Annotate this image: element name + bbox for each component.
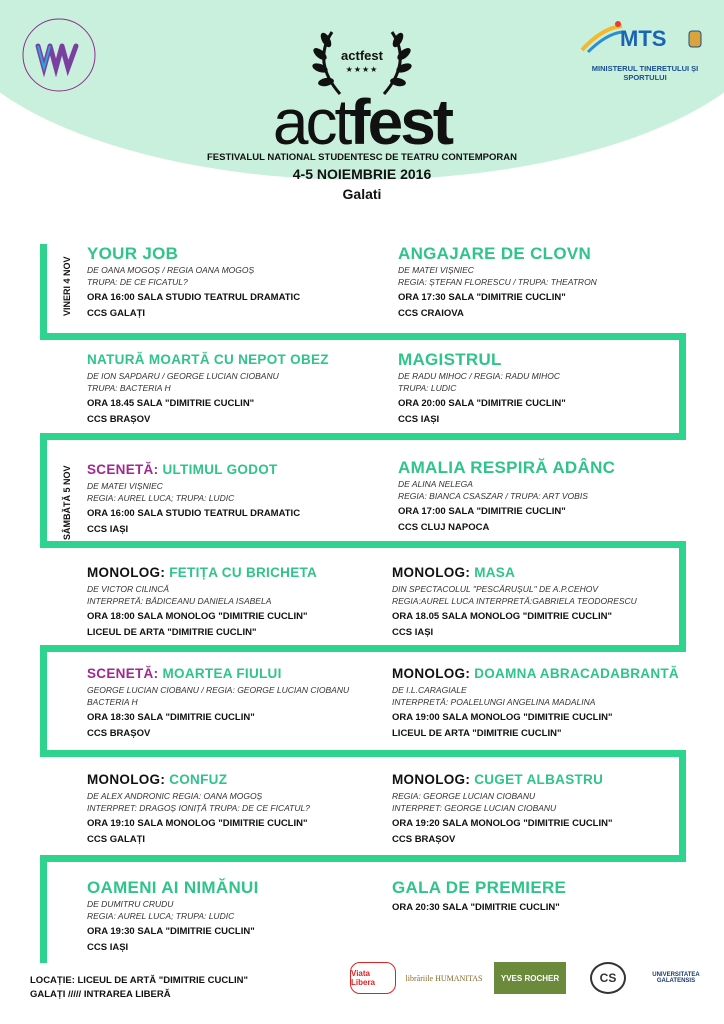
show-time-venue: ORA 19:10 SALA MONOLOG "DIMITRIE CUCLIN" — [87, 818, 308, 829]
show-title: YOUR JOB — [87, 244, 179, 263]
show-entry — [87, 350, 377, 428]
show-entry — [398, 244, 688, 322]
show-author: DE MATEI VIȘNIEC — [398, 265, 474, 275]
footer-line-entry: GALAȚI ///// INTRAREA LIBERĂ — [30, 989, 171, 1000]
show-troupe: TRUPA: BACTERIA H — [87, 383, 171, 393]
show-entry — [87, 878, 377, 956]
show-title — [392, 563, 682, 583]
show-title-text: CUGET ALBASTRU — [474, 772, 604, 787]
show-author: DE ALINA NELEGA — [398, 479, 473, 489]
show-author: DE RADU MIHOC / REGIA: RADU MIHOC — [398, 371, 560, 381]
show-entry — [87, 460, 377, 538]
show-entry — [398, 350, 688, 428]
track-segment — [40, 244, 47, 340]
track-segment — [40, 750, 686, 757]
show-organizer: CCS GALAȚI — [87, 834, 146, 845]
show-type-prefix: SCENETĂ: — [87, 462, 163, 477]
show-type-prefix: MONOLOG: — [392, 772, 475, 787]
show-title-text: MOARTEA FIULUI — [162, 666, 282, 681]
track-segment — [40, 645, 686, 652]
show-troupe: REGIA:AUREL LUCA INTERPRETĂ:GABRIELA TEODORESCU — [392, 596, 637, 606]
show-troupe: TRUPA: DE CE FICATUL? — [87, 277, 188, 287]
show-author: REGIA: GEORGE LUCIAN CIOBANU — [392, 791, 536, 801]
show-time-venue: ORA 19:20 SALA MONOLOG "DIMITRIE CUCLIN" — [392, 818, 613, 829]
coat-of-arms-icon — [688, 30, 702, 48]
show-type-prefix: SCENETĂ: — [87, 666, 163, 681]
show-troupe: TRUPA: LUDIC — [398, 383, 457, 393]
show-time-venue: ORA 20:30 SALA "DIMITRIE CUCLIN" — [392, 902, 560, 913]
show-type-prefix: MONOLOG: — [87, 772, 170, 787]
show-entry — [392, 878, 682, 916]
show-entry — [87, 244, 377, 322]
show-troupe: BACTERIA H — [87, 697, 138, 707]
show-title-text: DOAMNA ABRACADABRANTĂ — [474, 666, 679, 681]
show-entry — [87, 664, 377, 742]
show-troupe: INTERPRET: DRAGOȘ IONIȚĂ TRUPA: DE CE FICATUL? — [87, 803, 310, 813]
day-label-vineri: VINERI 4 NOV — [62, 256, 72, 316]
show-organizer: CCS IAȘI — [87, 524, 129, 535]
mts-wordmark: MTS — [620, 26, 667, 51]
track-segment — [40, 541, 686, 548]
show-title-text: MASA — [474, 565, 516, 580]
track-segment — [40, 855, 686, 862]
ccs-galati-logo — [20, 16, 98, 94]
yves-rocher-logo: YVES ROCHER — [494, 962, 566, 994]
show-author: DE ION SAPDARU / GEORGE LUCIAN CIOBANU — [87, 371, 279, 381]
show-author: DE ALEX ANDRONIC REGIA: OANA MOGOȘ — [87, 791, 263, 801]
show-entry — [398, 458, 688, 536]
show-organizer: CCS IAȘI — [392, 627, 434, 638]
show-time-venue: ORA 18.05 SALA MONOLOG "DIMITRIE CUCLIN" — [392, 611, 612, 622]
show-author: DIN SPECTACOLUL "PESCĂRUȘUL" DE A.P.CEHOV — [392, 584, 599, 594]
show-type-prefix: MONOLOG: — [87, 565, 170, 580]
show-organizer: CCS IAȘI — [87, 942, 129, 953]
festival-city: Galati — [342, 186, 382, 202]
show-organizer: CCS CLUJ NAPOCA — [398, 522, 490, 533]
track-segment — [40, 645, 47, 757]
show-entry — [392, 770, 682, 848]
show-title — [87, 770, 377, 790]
footer-line-location: LOCAȚIE: LICEUL DE ARTĂ "DIMITRIE CUCLIN" — [30, 975, 248, 986]
show-time-venue: ORA 16:00 SALA STUDIO TEATRUL DRAMATIC — [87, 292, 301, 303]
show-title: AMALIA RESPIRĂ ADÂNC — [398, 458, 616, 477]
show-title: NATURĂ MOARTĂ CU NEPOT OBEZ — [87, 352, 329, 367]
show-title — [87, 664, 377, 684]
wreath-stars: ★★★★ — [345, 65, 379, 74]
show-organizer: CCS BRAȘOV — [87, 414, 151, 425]
title-bold: fest — [349, 86, 452, 158]
track-segment — [40, 433, 47, 548]
track-segment — [40, 433, 686, 440]
show-troupe: REGIA: AUREL LUCA; TRUPA: LUDIC — [87, 911, 235, 921]
show-entry — [392, 563, 682, 641]
university-logo: UNIVERSITATEA GALATENSIS — [652, 972, 700, 984]
show-troupe: INTERPRET: GEORGE LUCIAN CIOBANU — [392, 803, 557, 813]
festival-subtitle: FESTIVALUL NATIONAL STUDENTESC DE TEATRU CONTEMPORAN — [207, 152, 517, 163]
show-author: DE OANA MOGOȘ / REGIA OANA MOGOȘ — [87, 265, 255, 275]
mts-caption: MINISTERUL TINERETULUI ȘI SPORTULUI — [591, 64, 699, 82]
sponsor-logos — [350, 962, 720, 998]
show-entry — [392, 664, 682, 742]
show-title-text: FETIȚA CU BRICHETA — [169, 565, 318, 580]
show-title: ANGAJARE DE CLOVN — [398, 244, 592, 263]
mts-logo — [580, 20, 710, 80]
humanitas-logo: librăriile HUMANITAS — [405, 973, 483, 983]
show-time-venue: ORA 18:00 SALA MONOLOG "DIMITRIE CUCLIN" — [87, 611, 308, 622]
show-entry — [87, 770, 377, 848]
show-organizer: CCS IAȘI — [398, 414, 440, 425]
show-troupe: REGIA: ȘTEFAN FLORESCU / TRUPA: THEATRON — [398, 277, 597, 287]
show-author: DE I.L.CARAGIALE — [392, 685, 467, 695]
show-organizer: CCS BRAȘOV — [87, 728, 151, 739]
show-title-text: CONFUZ — [169, 772, 228, 787]
festival-dates: 4-5 NOIEMBRIE 2016 — [292, 166, 432, 182]
viata-libera-logo: Viata Libera — [350, 962, 396, 994]
title-light: act — [272, 86, 350, 158]
wreath-title: actfest — [341, 48, 383, 63]
show-title: OAMENI AI NIMĂNUI — [87, 878, 259, 897]
show-author: DE DUMITRU CRUDU — [87, 899, 174, 909]
show-author: DE MATEI VIȘNIEC — [87, 481, 163, 491]
track-segment — [40, 333, 686, 340]
show-organizer: CCS GALAȚI — [87, 308, 146, 319]
show-organizer: CCS BRAȘOV — [392, 834, 456, 845]
show-title: MAGISTRUL — [398, 350, 502, 369]
show-author: DE VICTOR CILINCĂ — [87, 584, 170, 594]
show-time-venue: ORA 17:00 SALA "DIMITRIE CUCLIN" — [398, 506, 566, 517]
show-time-venue: ORA 18:30 SALA "DIMITRIE CUCLIN" — [87, 712, 255, 723]
show-type-prefix: MONOLOG: — [392, 565, 475, 580]
show-time-venue: ORA 19:00 SALA MONOLOG "DIMITRIE CUCLIN" — [392, 712, 613, 723]
show-title: GALA DE PREMIERE — [392, 878, 567, 897]
mts-swoosh-icon — [580, 20, 624, 54]
show-author: GEORGE LUCIAN CIOBANU / REGIA: GEORGE LUCIAN CIOBANU — [87, 685, 350, 695]
show-time-venue: ORA 19:30 SALA "DIMITRIE CUCLIN" — [87, 926, 255, 937]
show-title — [87, 563, 377, 583]
show-type-prefix: MONOLOG: — [392, 666, 475, 681]
show-troupe: INTERPRETĂ: POALELUNGI ANGELINA MADALINA — [392, 697, 596, 707]
show-organizer: LICEUL DE ARTA "DIMITRIE CUCLIN" — [392, 728, 562, 739]
show-time-venue: ORA 18.45 SALA "DIMITRIE CUCLIN" — [87, 398, 255, 409]
show-title — [392, 770, 682, 790]
show-title — [392, 664, 682, 684]
show-time-venue: ORA 20:00 SALA "DIMITRIE CUCLIN" — [398, 398, 566, 409]
show-troupe: REGIA: AUREL LUCA; TRUPA: LUDIC — [87, 493, 235, 503]
show-troupe: REGIA: BIANCA CSASZAR / TRUPA: ART VOBIS — [398, 491, 588, 501]
show-organizer: LICEUL DE ARTA "DIMITRIE CUCLIN" — [87, 627, 257, 638]
show-time-venue: ORA 16:00 SALA STUDIO TEATRUL DRAMATIC — [87, 508, 301, 519]
show-troupe: INTERPRETĂ: BĂDICEANU DANIELA ISABELA — [87, 596, 272, 606]
show-entry — [87, 563, 377, 641]
show-title — [87, 460, 377, 480]
show-time-venue: ORA 17:30 SALA "DIMITRIE CUCLIN" — [398, 292, 566, 303]
cs-logo: CS — [590, 962, 626, 994]
track-segment — [40, 855, 47, 963]
footer-location — [30, 974, 248, 1002]
day-label-sambata: SÂMBĂTĂ 5 NOV — [62, 465, 72, 540]
show-title-text: ULTIMUL GODOT — [162, 462, 278, 477]
show-organizer: CCS CRAIOVA — [398, 308, 464, 319]
